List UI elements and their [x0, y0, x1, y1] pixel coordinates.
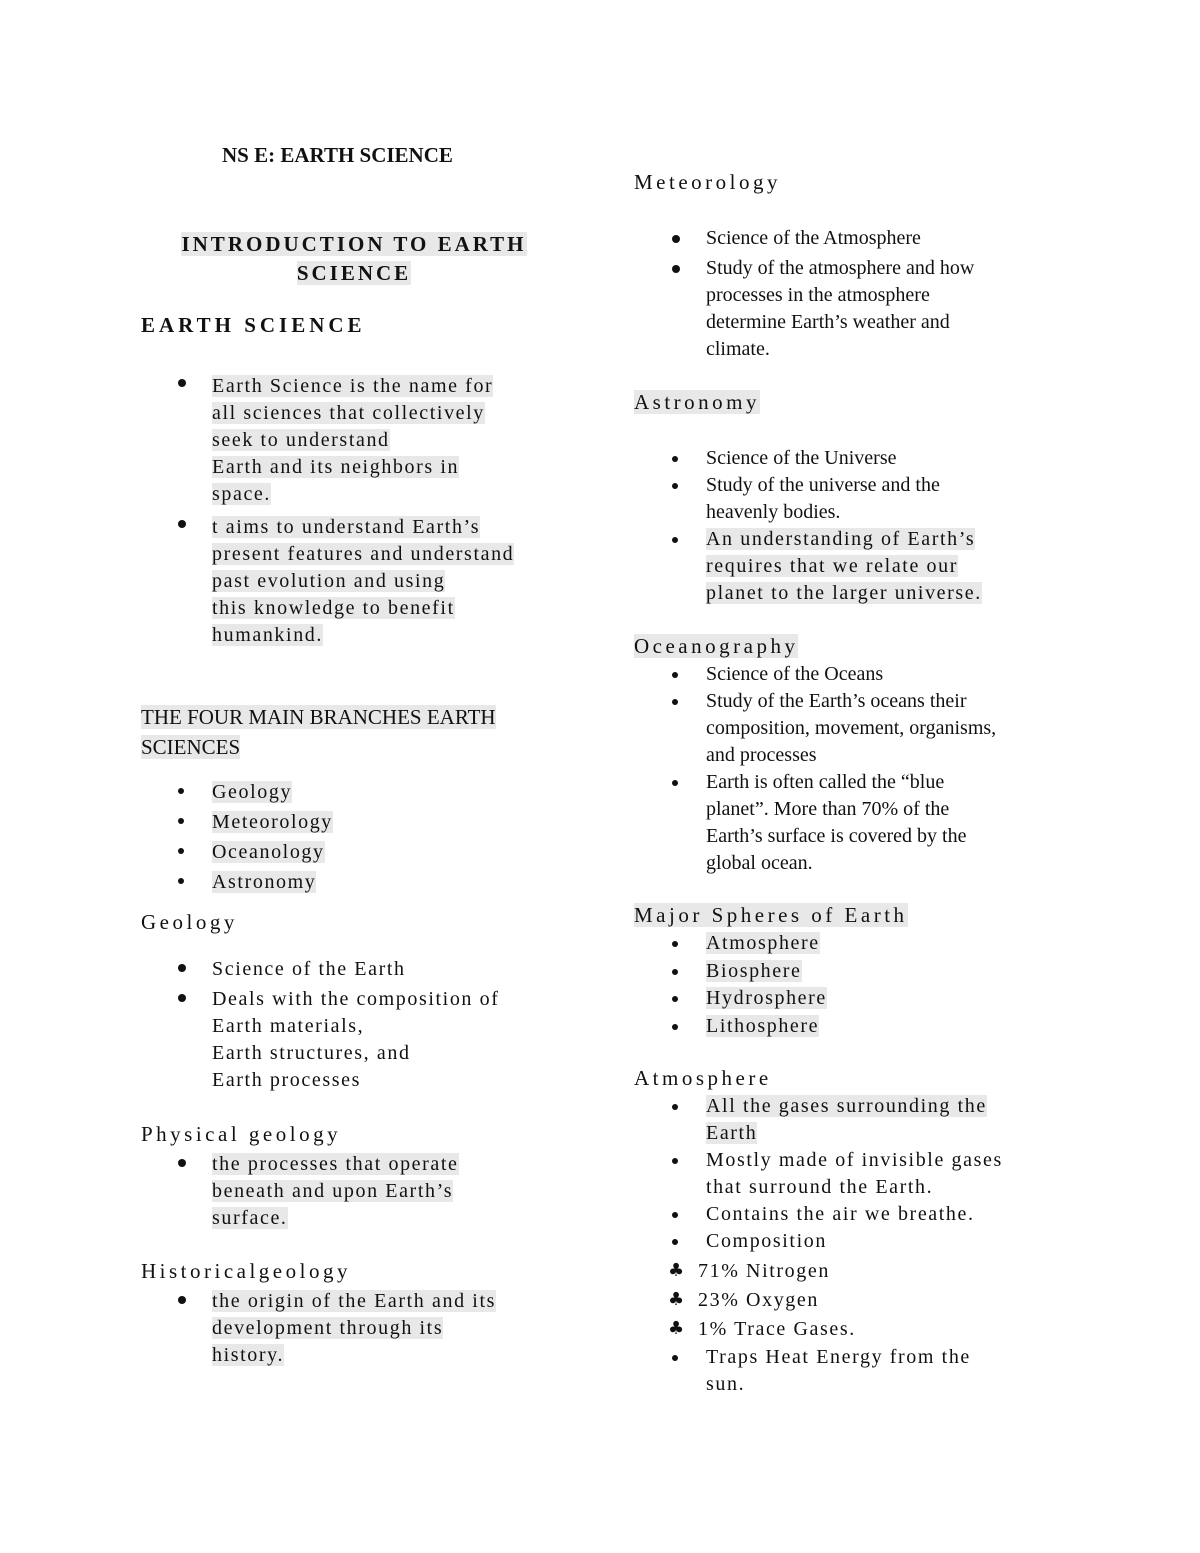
intro-line-1: INTRODUCTION TO EARTH [181, 232, 527, 256]
list-item-text: Biosphere [706, 959, 802, 982]
list-item-text: Geology [212, 781, 293, 803]
list-item-text: Mostly made of invisible gases [706, 1149, 1003, 1171]
bullet-icon [178, 964, 186, 972]
bullet-icon [672, 1158, 678, 1164]
list-item-text: Science of the Universe [706, 447, 897, 469]
list-item-text: Science of the Atmosphere [706, 227, 921, 249]
list-item-text: beneath and upon Earth’s [212, 1180, 454, 1202]
list-item-text: Science of the Oceans [706, 663, 884, 685]
list-item-text: Oceanology [212, 841, 325, 863]
list-item-text: Earth Science is the name for [212, 375, 494, 397]
bullet-icon [178, 788, 184, 794]
list-item-text: the origin of the Earth and its [212, 1290, 496, 1312]
bullet-icon [672, 265, 680, 273]
bullet-icon [672, 941, 678, 947]
composition-text: 23% Oxygen [698, 1289, 819, 1311]
geology-heading: Geology [141, 910, 238, 934]
bullet-icon [672, 483, 678, 489]
astronomy-heading [634, 390, 760, 415]
list-item-text: Study of the universe and the [706, 474, 940, 496]
bullet-icon [672, 996, 678, 1002]
list-item-text: Composition [706, 1230, 827, 1252]
oceanography-heading-text: Oceanography [634, 634, 799, 658]
list-item-text: Earth materials, [212, 1015, 365, 1037]
list-item-text: all sciences that collectively [212, 402, 485, 424]
list-item-text: t aims to understand Earth’s [212, 516, 481, 538]
list-item-text: composition, movement, organisms, [706, 717, 997, 739]
list-item-text: Astronomy [212, 871, 317, 893]
list-item-text: Traps Heat Energy from the [706, 1346, 971, 1368]
bullet-icon [672, 1104, 678, 1110]
bullet-icon [672, 235, 680, 243]
oceanography-heading [634, 634, 798, 659]
astronomy-heading-text: Astronomy [634, 390, 760, 414]
list-item-text: surface. [212, 1207, 288, 1229]
bullet-icon [672, 969, 678, 975]
bullet-icon [178, 520, 186, 528]
spheres-heading-text: Major Spheres of Earth [634, 903, 908, 927]
list-item-text: past evolution and using [212, 570, 446, 592]
club-icon: ♣ [668, 1260, 685, 1281]
bullet-icon [178, 818, 184, 824]
page-title: NS E: EARTH SCIENCE [222, 143, 453, 167]
list-item-text: Earth [706, 1122, 758, 1144]
list-item-text: Deals with the composition of [212, 988, 500, 1010]
bullet-icon [178, 994, 186, 1002]
list-item-text: Science of the Earth [212, 958, 406, 980]
atmosphere-heading: Atmosphere [634, 1066, 772, 1090]
earth-science-heading: EARTH SCIENCE [141, 313, 366, 337]
bullet-icon [178, 878, 184, 884]
bullet-icon [672, 456, 678, 462]
intro-line-2: SCIENCE [296, 261, 412, 285]
bullet-icon [672, 1212, 678, 1218]
bullet-icon [672, 1239, 678, 1245]
list-item-text: Lithosphere [706, 1014, 820, 1037]
list-item-text: and processes [706, 744, 817, 766]
intro-heading [160, 230, 548, 288]
physical-geology-heading: Physical geology [141, 1122, 342, 1146]
list-item-text: determine Earth’s weather and [706, 311, 950, 333]
list-item-text: Hydrosphere [706, 987, 827, 1009]
meteorology-heading: Meteorology [634, 170, 781, 194]
list-item-text: heavenly bodies. [706, 501, 841, 523]
bullet-icon [672, 537, 678, 543]
list-item-text: the processes that operate [212, 1153, 459, 1175]
list-item-text: space. [212, 483, 272, 505]
branches-heading-line-1: THE FOUR MAIN BRANCHES EARTH [141, 705, 496, 729]
list-item-text: climate. [706, 338, 770, 360]
list-item-text: An understanding of Earth’s [706, 528, 976, 550]
branches-heading-line-2: SCIENCES [141, 735, 241, 759]
list-item-text: this knowledge to benefit [212, 597, 455, 619]
bullet-icon [672, 699, 678, 705]
club-icon: ♣ [668, 1318, 685, 1339]
list-item-text: processes in the atmosphere [706, 284, 930, 306]
list-item-text: humankind. [212, 624, 323, 646]
club-icon: ♣ [668, 1289, 685, 1310]
list-item-text: Contains the air we breathe. [706, 1203, 975, 1225]
list-item-text: global ocean. [706, 852, 813, 874]
list-item-text: planet”. More than 70% of the [706, 798, 950, 820]
list-item-text: Earth is often called the “blue [706, 771, 945, 793]
composition-text: 71% Nitrogen [698, 1260, 830, 1282]
list-item-text: Study of the Earth’s oceans their [706, 690, 967, 712]
spheres-heading [634, 903, 908, 928]
list-item-text: requires that we relate our [706, 555, 958, 577]
list-item-text: seek to understand [212, 429, 390, 451]
list-item-text: history. [212, 1344, 285, 1366]
bullet-icon [178, 379, 186, 387]
bullet-icon [178, 1296, 186, 1304]
list-item-text: Study of the atmosphere and how [706, 257, 975, 279]
list-item-text: present features and understand [212, 543, 515, 565]
list-item-text: sun. [706, 1373, 746, 1395]
historical-geology-heading: Historicalgeology [141, 1259, 351, 1283]
bullet-icon [672, 1024, 678, 1030]
list-item-text: Atmosphere [706, 932, 820, 954]
bullet-icon [178, 848, 184, 854]
bullet-icon [672, 1355, 678, 1361]
list-item-text: All the gases surrounding the [706, 1095, 987, 1117]
bullet-icon [672, 780, 678, 786]
branches-heading [141, 702, 496, 762]
list-item-text: Earth structures, and [212, 1042, 411, 1064]
list-item-text: that surround the Earth. [706, 1176, 934, 1198]
list-item-text: Earth and its neighbors in [212, 456, 460, 478]
list-item-text: Earth’s surface is covered by the [706, 825, 967, 847]
list-item-text: Earth processes [212, 1069, 361, 1091]
list-item-text: development through its [212, 1317, 444, 1339]
list-item-text: planet to the larger universe. [706, 582, 982, 604]
composition-text: 1% Trace Gases. [698, 1318, 856, 1340]
bullet-icon [178, 1159, 186, 1167]
bullet-icon [672, 672, 678, 678]
list-item-text: Meteorology [212, 811, 333, 833]
